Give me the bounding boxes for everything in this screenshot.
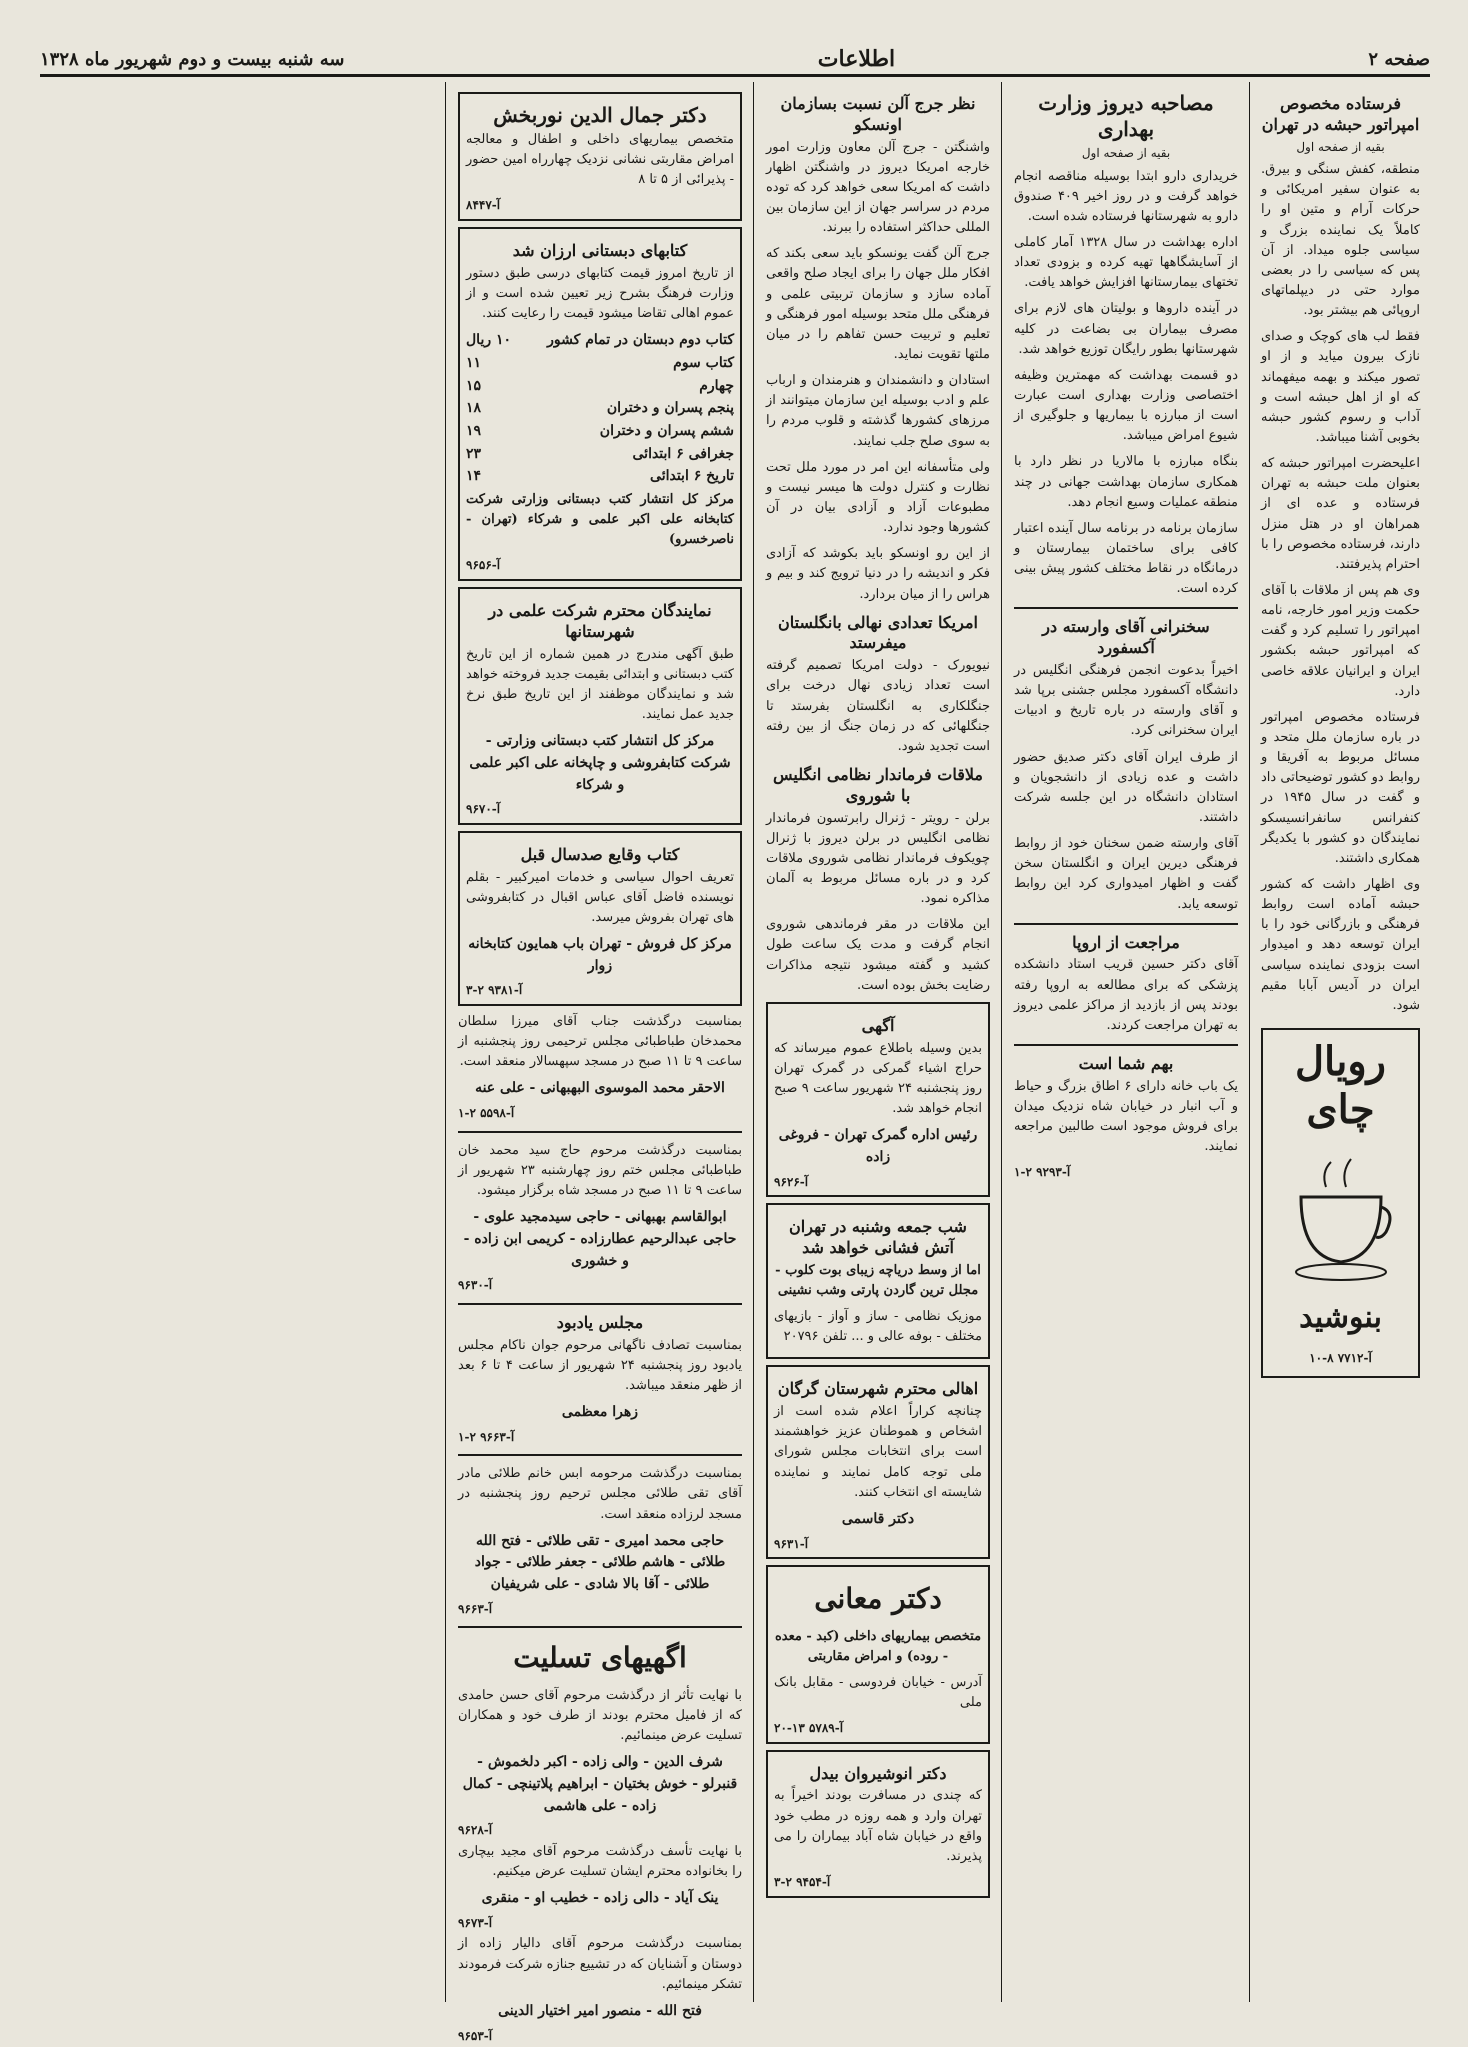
ad-code: آ-۹۶۶۳ ۲-۱ [458,1429,515,1444]
issue-date: سه شنبه بیست و دوم شهریور ماه ۱۳۲۸ [40,48,345,70]
article-continued: بقیه از صفحه اول [1081,146,1171,160]
paragraph: بمناسبت درگذشت جناب آقای میرزا سلطان محمدخان طباطبائی مجلس ترحیمی روز پنجشنبه از ساعت ۹ تا ۱۱ صبح در مسجد سپهسالار منعقد است. [458,1014,742,1070]
paragraph: بمناسبت درگذشت مرحوم آقای دالیار زاده از دوستان و آشنایان که در تشییع جنازه شرکت فرمودند تشکر مینمائیم. [458,1936,742,1992]
newspaper-name: اطلاعات [817,46,896,72]
paragraph: فقط لب های کوچک و صدای نازک بیرون میاید و از او تصور میکند و بهمه میفهماند که او از اهل حبشه است و آداب و رسوم کشور حبشه بخوبی آشنا میباشد. [1261,329,1420,446]
ad-title: شب جمعه وشنبه در تهران آتش فشانی خواهد شد [789,1217,967,1257]
paragraph: متخصص بیماریهای داخلی و اطفال و معالجه امراض مقاربتی نشانی نزدیک چهارراه امین حضور - پذیرائی از ۵ تا ۸ [466,132,734,188]
book-ad [458,831,742,1006]
ad-code: آ-۹۶۷۰ [466,802,501,817]
signature: فتح الله - منصور امیر اختیار الدینی [498,2002,702,2019]
signature: حاجی محمد امیری - تقی طلائی - فتح الله طلائی - هاشم طلائی - جعفر طلائی - جواد طلائی - آقا بالا شادی - علی شریفیان [474,1532,726,1593]
paragraph: این ملاقات در مقر فرماندهی شوروی انجام گرفت و مدت یک ساعت طول کشید و گفته میشود نتیجه مذاکرات رضایت بخش بوده است. [766,917,990,993]
paragraph: بنگاه مبارزه با مالاریا در نظر دارد با همکاری سازمان بهداشت جهانی در چند منطقه عملیات وسیع انجام دهد. [1014,454,1238,510]
ad-title: رویال چای [1294,1037,1386,1133]
paragraph: چنانچه کراراً اعلام شده است از اشخاص و هموطنان عزیز خواهشمند است برای انتخابات مجلس شورای ملی توجه کامل نمایند و نماینده شایسته ای انتخاب کنند. [774,1404,982,1500]
ad-title: مجلس یادبود [556,1312,644,1332]
textbook-prices-ad [458,227,742,581]
price-row: ششم پسران و دختران ۱۹ [466,422,734,439]
paragraph: از این رو اونسکو باید بکوشد که آزادی فکر و اندیشه را در دنیا ترویج کند و بیم و هراس را از میان بردارد. [766,546,990,602]
signature: ابوالقاسم بهبهانی - حاجی سیدمجید علوی - حاجی عبدالرحیم عطارزاده - کریمی ابن زاده - و خشوری [463,1209,737,1269]
signature: الاحقر محمد الموسوی البهبهانی - علی عنه [475,1080,725,1097]
paragraph: استادان و دانشمندان و هنرمندان و ارباب علم و ادب بوسیله این سازمان میتوانند از مرزهای کشورها گذشته و قلوب مردم را به سوی صلح جلب نمایند. [766,373,990,449]
divider [1014,923,1238,925]
column-4 [450,82,750,2043]
paragraph: وی اظهار داشت که کشور حبشه آماده است روابط فرهنگی و بازرگانی خود را با ایران توسعه دهد و امیدوار است بزودی نماینده سیاسی ایران در آدیس آبابا مقیم شود. [1261,876,1420,1013]
signature: دکتر قاسمی [841,1510,915,1527]
tea-advertisement [1261,1028,1420,1378]
article-title: امریکا تعدادی نهالی بانگلستان میفرستد [778,612,978,653]
divider [458,1454,742,1456]
divider [458,1131,742,1133]
ad-code: آ-۸۴۴۷ [466,198,501,213]
gorgan-notice [766,1365,990,1559]
column-3 [758,82,998,2002]
signature: شرف الدین - والی زاده - اکبر دلخموش - قنبرلو - خوش بختیان - ابراهیم پلاتینچی - کمال زاده - علی هاشمی [462,1754,738,1814]
paragraph: از طرف ایران آقای دکتر صدیق حضور داشت و عده زیادی از دانشجویان و استادان دانشگاه در این جلسه شرکت داشتند. [1014,749,1238,825]
column-rule [1249,82,1250,2002]
paragraph: بمناسبت درگذشت مرحومه ابس خانم طلائی مادر آقای تقی طلائی مجلس ترحیم روز پنجشنبه در مسجد لرزاده منعقد است. [458,1466,742,1522]
ad-title: کتابهای دبستانی ارزان شد [512,241,688,261]
paragraph: اخیراً بدعوت انجمن فرهنگی انگلیس در دانشگاه آکسفورد مجلس جشنی برپا شد و آقای وارسته در باره تاریخ و ادبیات ایران سخنرانی کرد. [1014,663,1238,739]
paragraph: سازمان برنامه در برنامه سال آینده اعتبار کافی برای ساختمان بیمارستان و درمانگاه در نقاط مختلف کشور پیش بینی کرده است. [1014,520,1238,597]
ad-code: آ-۹۶۲۸ [458,1823,493,1838]
divider [458,1303,742,1305]
page-number: صفحه ۲ [1368,48,1430,70]
column-rule [753,82,754,2002]
paragraph: آقای دکتر حسین قریب استاد دانشکده پزشکی که برای مطالعه به اروپا رفته بودند پس از بازدید از مراکز علمی دیروز به تهران مراجعت کردند. [1014,957,1238,1033]
divider [1014,1044,1238,1046]
ad-code: آ-۹۶۳۱ [774,1536,809,1551]
paragraph: تعریف احوال سیاسی و خدمات امیرکبیر - بقلم نویسنده فاضل آقای عباس اقبال در کتابفروشی های تهران بفروش میرسد. [466,869,734,925]
paragraph: نیویورک - دولت امریکا تصمیم گرفته است تعداد زیادی نهال درخت برای جنگلکاری به انگلستان بفرستد تا جنگلهائی که در زمان جنگ از بین رفته است تجدید شود. [766,658,990,754]
ad-code: آ-۹۶۳۰ [458,1278,493,1293]
masthead [40,44,1430,77]
ad-title: کتاب وقایع صدسال قبل [520,844,680,864]
paragraph: طبق آگهی مندرج در همین شماره از این تاریخ کتب دبستانی و ابتدائی بقیمت جدید فروخته خواهد شد و نمایندگان موظفند از این تاریخ طبق نرخ جدید عمل نمایند. [466,646,734,723]
paragraph: موزیک نظامی - ساز و آواز - بازیهای مختلف - بوفه عالی و ... تلفن ۲۰۷۹۶ [774,1309,982,1345]
ad-code: آ-۹۶۵۶ [466,558,501,573]
paragraph: واشنگتن - جرج آلن معاون وزارت امور خارجه امریکا دیروز در واشنگتن اظهار داشت که امریکا سعی خواهد کرد که توده مردم در سراسر جهان از این سازمان بین المللی حداکثر استفاده را ببرند. [766,139,990,236]
signature: رئیس اداره گمرک تهران - فروغی زاده [778,1127,978,1165]
paragraph: برلن - رویتر - ژنرال رابرتسون فرماندار نظامی انگلیس در برلن دیروز با ژنرال چویکوف فرماندار نظامی شوروی ملاقات کرد و در باره مسائل مربوط به آلمان مذاکره نمود. [766,810,990,907]
paragraph: آدرس - خیابان فردوسی - مقابل بانک ملی [774,1674,982,1710]
ad-title: دکتر جمال الدین نوربخش [493,103,707,127]
doctor-bidel-ad [766,1750,990,1898]
divider [1014,607,1238,609]
column-2 [1006,82,1246,2002]
paragraph: بدین وسیله باطلاع عموم میرساند که حراج اشیاء گمرکی در گمرک تهران روز پنجشنبه ۲۴ شهریور ساعت ۹ صبح انجام خواهد شد. [774,1040,982,1117]
column-rule [1001,82,1002,2002]
ad-code: آ-۵۵۹۸ ۲-۱ [458,1106,515,1121]
paragraph: متخصص بیماریهای داخلی (کبد - معده - روده) و امراض مقاربتی [774,1628,982,1664]
signature: ینک آیاد - دالی زاده - خطیب او - منقری [481,1890,719,1907]
ad-code: آ-۹۶۵۳ [458,2028,493,2043]
paragraph: اما از وسط دریاچه زیبای بوت کلوب - مجلل ترین گاردن پارتی وشب نشینی [775,1262,981,1298]
column-1 [1253,82,1428,2002]
paragraph: جرج آلن گفت یونسکو باید سعی بکند که افکار ملل جهان را برای ایجاد صلح واقعی آماده سازد و سازمان تربیتی علمی و فرهنگی ملل متحد بوسیله امور فرهنگی و تعلیم و تربیت حسن تفاهم را در میان ملتها تقویت نماید. [766,246,990,362]
ad-title: بهم شما است [1078,1054,1174,1074]
paragraph: وی هم پس از ملاقات با آقای حکمت وزیر امور خارجه، نامه امپراتور را تسلیم کرد و گفت که امپراتور حبشه بکشور ایران و ایرانیان علاقه خاصی دارد. [1261,583,1420,699]
ad-code: آ-۹۶۶۳ [458,1601,493,1616]
article-title: سخنرانی آقای وارسته در آکسفورد [1042,617,1210,658]
representatives-notice [458,587,742,825]
section-title: اگهیهای تسلیت [513,1641,687,1675]
paragraph: اداره بهداشت در سال ۱۳۲۸ آمار کاملی از آسایشگاهها تهیه کرده و بزودی تعداد تختهای بیمارستانها افزایش خواهد یافت. [1014,235,1238,291]
ad-subtitle: بنوشید [1299,1300,1382,1336]
paragraph: منطقه، کفش سنگی و بیرق. به عنوان سفیر امریکائی و حرکات آرام و متین او را کاملاً یک نماینده بزرگ و سیاسی جلوه میداد. از آن پس که سیاسی را در بعضی موارد حتی در دیپلماتهای اروپائی هم بیشتر بود. [1261,162,1420,319]
boat-club-ad [766,1203,990,1359]
article-title: نظر جرج آلن نسبت بسازمان اونسکو [780,94,976,134]
divider [458,1626,742,1628]
paragraph: اعلیحضرت امپراتور حبشه که بعنوان ملت حبشه به تهران فرستاده و عده ای از همراهان او در هتل منزل دارند، فرستاده مخصوص را با احترام پذیرفتند. [1261,456,1420,572]
ad-code: آ-۹۲۹۳ ۲-۱ [1014,1165,1071,1180]
paragraph: در آینده داروها و بولیتان های لازم برای مصرف بیماران بی بضاعت در کلیه شهرستانها بطور رایگان توزیع خواهد شد. [1014,301,1238,357]
paragraph: فرستاده مخصوص امپراتور در باره سازمان ملل متحد و مسائل مربوط به آفریقا و روابط دو کشور توضیحاتی داد و گفت در سال ۱۹۴۵ در کنفرانس سانفرانسیسکو نمایندگان دو کشور با یکدیگر همکاری داشتند. [1261,709,1420,866]
article-title: ملاقات فرماندار نظامی انگلیس با شوروی [773,764,983,805]
doctor-nourbakhsh-ad [458,92,742,221]
signature: زهرا معظمی [561,1404,639,1421]
column-rule [445,82,446,2002]
ad-code: آ-۹۳۸۱ ۲-۳ [466,983,523,998]
paragraph: با نهایت تأسف درگذشت مرحوم آقای مجید بیچاری را بخانواده محترم ایشان تسلیت عرض میکنیم. [458,1843,742,1880]
price-row: جغرافی ۶ ابتدائی ۲۳ [466,445,734,462]
article-title: مراجعت از اروپا [1072,932,1180,952]
paragraph: آقای وارسته ضمن سخنان خود از روابط فرهنگی دیرین ایران و انگلستان سخن گفت و اظهار امیدواری کرد این روابط توسعه یابد. [1014,836,1238,912]
paragraph: بمناسبت درگذشت مرحوم حاج سید محمد خان طباطبائی مجلس ختم روز چهارشنبه ۲۳ شهریور از ساعت ۹ تا ۱۱ صبح در مسجد شاه برگزار میشود. [458,1142,743,1199]
ad-code: آ-۹۶۲۶ [774,1174,809,1189]
paragraph: از تاریخ امروز قیمت کتابهای درسی طبق دستور وزارت فرهنگ بشرح زیر تعیین شده است و از عموم اهالی تقاضا میشود قیمت را رعایت کنند. [466,265,734,322]
ad-code: آ-۹۴۵۴ ۲-۳ [774,1875,831,1890]
price-row: چهارم ۱۵ [466,377,734,394]
ad-code: آ-۵۷۸۹ ۱۳-۲۰ [774,1721,844,1736]
paragraph: خریداری دارو ابتدا بوسیله مناقصه انجام خواهد گرفت و در روز اخیر ۴۰۹ صندوق دارو به شهرستانها فرستاده شده است. [1014,168,1238,224]
price-row: پنجم پسران و دختران ۱۸ [466,400,734,417]
price-row: کتاب دوم دبستان در تمام کشور ۱۰ ریال [466,332,734,349]
paragraph: با نهایت تأثر از درگذشت مرحوم آقای حسن حامدی که از فامیل محترم بودند از طرف خود و همکاران تسلیت عرض مینمائیم. [458,1687,742,1744]
customs-notice [766,1002,990,1197]
ad-title: آگهی [861,1015,895,1035]
paragraph: که چندی در مسافرت بودند اخیراً به تهران وارد و همه روزه در مطب خود واقع در خیابان شاه آباد بیماران را می پذیرند. [774,1788,982,1864]
article-continued: بقیه از صفحه اول [1296,139,1385,154]
ad-title: دکتر معانی [814,1582,942,1616]
ad-code: آ-۷۷۱۲ ۸-۱۰ [1309,1351,1372,1366]
ad-title: نمایندگان محترم شرکت علمی در شهرستانها [488,601,712,641]
paragraph: بمناسبت تصادف ناگهانی مرحوم جوان ناکام مجلس یادبود روز پنجشنبه ۲۴ شهریور از ساعت ۴ تا ۶ بعد از ظهر منعقد میباشد. [458,1337,742,1393]
signature: مرکز کل فروش - تهران باب همایون کتابخانه زوار [468,936,732,974]
price-row: کتاب سوم ۱۱ [466,354,734,371]
paragraph: یک باب خانه دارای ۶ اطاق بزرگ و حیاط و آب انبار در خیابان شاه نزدیک میدان برای فروش موجود است طالبین مراجعه نمایند. [1014,1078,1238,1155]
doctor-maani-ad [766,1565,990,1744]
teacup-icon [1286,1147,1396,1287]
paragraph: مرکز کل انتشار کتب دبستانی وزارتی شرکت کتابخانه علی اکبر علمی و شرکاء (تهران - ناصرخسرو) [466,492,734,548]
ad-code: آ-۹۶۷۳ [458,1915,493,1930]
price-row: تاریخ ۶ ابتدائی ۱۴ [466,468,734,485]
article-title: فرستاده مخصوص امپراتور حبشه در تهران [1261,94,1420,134]
ad-title: اهالی محترم شهرستان گرگان [777,1379,979,1399]
paragraph: دو قسمت بهداشت که مهمترین وظیفه اختصاصی وزارت بهداری است عبارت است از مبارزه با بیماریها و جلوگیری از شیوع امراض میباشد. [1014,367,1238,444]
signature: مرکز کل انتشار کتب دبستانی وزارتی - شرکت کتابفروشی و چاپخانه علی اکبر علمی و شرکاء [469,733,731,793]
paragraph: ولی متأسفانه این امر در مورد ملل تحت نظارت و کنترل دولت ها میسر نیست و مطبوعات آزاد و آزادی بیان در آن کشورها وجود ندارد. [766,459,990,536]
ad-title: دکتر انوشیروان بیدل [809,1763,947,1783]
article-title: مصاحبه دیروز وزارت بهداری [1038,91,1214,141]
